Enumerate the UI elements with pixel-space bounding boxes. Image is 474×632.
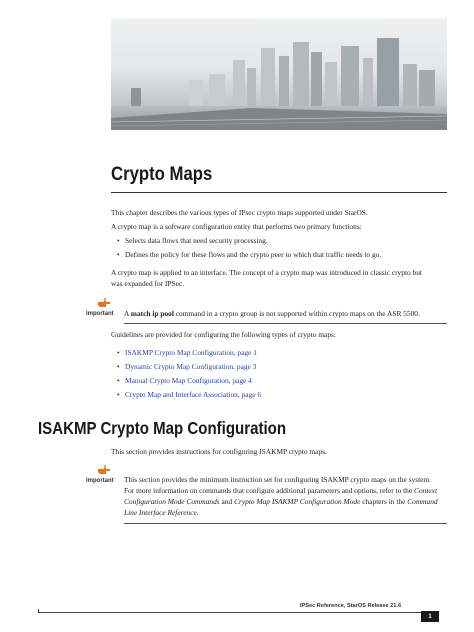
toc-link-interface-association[interactable]: • Crypto Map and Interface Association, page 6: [117, 390, 262, 399]
important2-line2-pre: For more information on commands that configure additional parameters and options, refer to the: [124, 486, 413, 495]
and-word: and: [221, 497, 233, 506]
function-item: • Defines the policy for these flows and the crypto peer to which that traffic needs to go.: [117, 250, 382, 259]
chapter-intro: This chapter describes the various types of IPsec crypto maps supported under StarOS.: [111, 208, 368, 217]
pointing-hand-icon: [97, 295, 111, 306]
pointing-hand-icon: [97, 462, 111, 473]
chapters-in-text: chapters in the: [362, 497, 406, 506]
important-note-text: [124, 309, 420, 320]
crypto-map-isakmp-ref: Crypto Map ISAKMP Configuration Mode: [234, 497, 361, 506]
important-note-post: command in a crypto group is not supported within crypto maps on the ASR 5500.: [175, 309, 420, 318]
toc-link-label[interactable]: Dynamic Crypto Map Configuration, page 3: [125, 362, 257, 371]
page-number: 1: [421, 611, 439, 622]
important-note-pre: A: [124, 309, 129, 318]
chapter-banner-image: [111, 18, 447, 130]
important2-line1: This section provides the minimum instruction set for configuring ISAKMP crypto maps on the system.: [124, 475, 432, 484]
config-mode-commands-ref: Configuration Mode Commands: [124, 497, 220, 506]
important-label: Important: [86, 311, 114, 317]
toc-link-label[interactable]: Manual Crypto Map Configuration, page 4: [125, 376, 252, 385]
section-title: ISAKMP Crypto Map Configuration: [38, 418, 287, 438]
cli-reference: Line Interface Reference: [124, 508, 197, 517]
section-intro: This section provides instructions for configuring ISAKMP crypto maps.: [111, 447, 327, 456]
important2-line4: [124, 508, 199, 519]
function-item: • Selects data flows that need security processing.: [117, 236, 268, 245]
match-ip-pool-command: match ip pool: [130, 309, 174, 318]
period: .: [196, 508, 199, 517]
chapter-title-rule: [111, 192, 447, 193]
function-item-text: Selects data flows that need security processing.: [125, 236, 268, 245]
toc-link-manual[interactable]: • Manual Crypto Map Configuration, page 4: [117, 376, 252, 385]
crypto-map-definition: A crypto map is a software configuration entity that performs two primary functions:: [111, 222, 362, 231]
important2-rule: [124, 523, 447, 524]
applied-paragraph-line2: was expanded for IPSec.: [111, 279, 185, 288]
context-ref: Context: [414, 486, 438, 495]
guidelines-text: Guidelines are provided for configuring the following types of crypto maps:: [111, 330, 336, 339]
toc-link-dynamic[interactable]: • Dynamic Crypto Map Configuration, page 3: [117, 362, 257, 371]
important-label: Important: [86, 478, 114, 484]
toc-link-label[interactable]: ISAKMP Crypto Map Configuration, page 1: [125, 348, 257, 357]
toc-link-isakmp[interactable]: • ISAKMP Crypto Map Configuration, page 1: [117, 348, 257, 357]
chapter-title: Crypto Maps: [111, 164, 213, 185]
footer-rule: [38, 612, 421, 613]
toc-link-label[interactable]: Crypto Map and Interface Association, page 6: [125, 390, 262, 399]
footer-doc-title: IPSec Reference, StarOS Release 21.6: [300, 603, 402, 609]
command-ref: Command: [407, 497, 438, 506]
applied-paragraph-line1: A crypto map is applied to an interface. The concept of a crypto map was introduced in classic crypto but: [111, 268, 422, 277]
important2-line2: [124, 486, 437, 497]
important2-line3: [124, 497, 438, 508]
important-note-rule: [124, 323, 447, 324]
function-item-text: Defines the policy for these flows and the crypto peer to which that traffic needs to go.: [125, 250, 382, 259]
